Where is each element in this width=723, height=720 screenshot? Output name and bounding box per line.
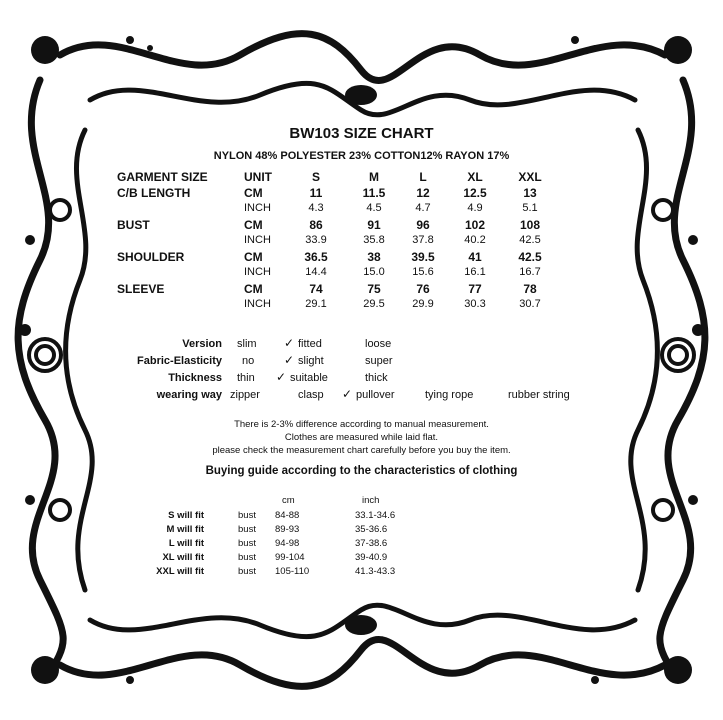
note-check-chart: please check the measurement chart carefully before you buy the item. — [212, 445, 511, 456]
cell-cm: 39.5 — [411, 250, 435, 264]
measurement-label: SLEEVE — [117, 282, 165, 296]
unit-inch: INCH — [244, 298, 271, 310]
header-size-m: M — [369, 170, 379, 184]
cell-cm: 77 — [468, 282, 482, 296]
guide-cm: 94-98 — [275, 538, 300, 549]
note-difference: There is 2-3% difference according to manual measurement. — [234, 419, 489, 430]
guide-cm: 89-93 — [275, 524, 300, 535]
cell-inch: 35.8 — [363, 234, 385, 246]
attribute-option: slight — [298, 355, 324, 367]
guide-cm: 84-88 — [275, 510, 300, 521]
guide-cm: 105-110 — [275, 566, 310, 577]
attribute-option: clasp — [298, 389, 324, 401]
cell-cm: 102 — [464, 218, 486, 232]
attribute-option: loose — [365, 338, 392, 350]
cell-inch: 29.9 — [412, 298, 434, 310]
check-icon: ✓ — [284, 336, 295, 350]
cell-cm: 11 — [309, 186, 323, 200]
attribute-option: slim — [237, 338, 257, 350]
check-icon: ✓ — [284, 353, 295, 367]
attribute-option: thick — [365, 372, 388, 384]
header-size-xl: XL — [467, 170, 483, 184]
cell-cm: 86 — [309, 218, 323, 232]
cell-inch: 15.0 — [363, 266, 385, 278]
attribute-option: fitted — [298, 338, 322, 350]
guide-part: bust — [238, 538, 256, 549]
header-size-s: S — [311, 170, 320, 184]
cell-inch: 14.4 — [305, 266, 327, 278]
attribute-label: Fabric-Elasticity — [137, 355, 222, 367]
attribute-option: super — [365, 355, 393, 367]
cell-cm: 74 — [309, 282, 323, 296]
cell-inch: 15.6 — [412, 266, 434, 278]
guide-header-cm: cm — [282, 495, 295, 506]
guide-part: bust — [238, 510, 256, 521]
cell-cm: 75 — [367, 282, 381, 296]
attribute-option: pullover — [356, 389, 395, 401]
guide-size: XL will fit — [162, 552, 204, 563]
cell-cm: 13 — [523, 186, 537, 200]
attribute-option: rubber string — [508, 389, 570, 401]
cell-inch: 4.9 — [467, 202, 483, 214]
guide-inch: 37-38.6 — [355, 538, 388, 549]
cell-inch: 42.5 — [519, 234, 541, 246]
fabric-composition: NYLON 48% POLYESTER 23% COTTON12% RAYON 17% — [213, 150, 510, 162]
cell-cm: 108 — [519, 218, 541, 232]
attribute-option: thin — [237, 372, 255, 384]
attribute-option: no — [242, 355, 255, 367]
cell-inch: 16.1 — [464, 266, 486, 278]
cell-cm: 38 — [367, 250, 381, 264]
unit-cm: CM — [244, 282, 263, 296]
unit-cm: CM — [244, 250, 263, 264]
measurement-label: C/B LENGTH — [117, 186, 191, 200]
attribute-label: Thickness — [168, 372, 222, 384]
measurement-label: SHOULDER — [117, 250, 185, 264]
guide-inch: 35-36.6 — [355, 524, 388, 535]
buying-guide-title: Buying guide according to the characteristics of clothing — [205, 465, 518, 477]
cell-cm: 96 — [416, 218, 430, 232]
check-icon: ✓ — [342, 387, 353, 401]
cell-inch: 4.7 — [415, 202, 431, 214]
guide-part: bust — [238, 524, 256, 535]
cell-inch: 40.2 — [464, 234, 486, 246]
guide-part: bust — [238, 552, 256, 563]
attribute-option: suitable — [290, 372, 328, 384]
cell-inch: 30.7 — [519, 298, 541, 310]
cell-inch: 16.7 — [519, 266, 541, 278]
unit-inch: INCH — [244, 234, 271, 246]
guide-size: L will fit — [168, 538, 204, 549]
measurement-label: BUST — [117, 218, 150, 232]
guide-size: S will fit — [168, 510, 204, 521]
unit-cm: CM — [244, 218, 263, 232]
chart-title: BW103 SIZE CHART — [289, 125, 434, 142]
guide-cm: 99-104 — [275, 552, 305, 563]
note-laid-flat: Clothes are measured while laid flat. — [284, 432, 439, 443]
cell-inch: 4.5 — [366, 202, 382, 214]
unit-inch: INCH — [244, 266, 271, 278]
unit-inch: INCH — [244, 202, 271, 214]
unit-cm: CM — [244, 186, 263, 200]
cell-inch: 4.3 — [308, 202, 324, 214]
cell-inch: 29.5 — [363, 298, 385, 310]
cell-cm: 76 — [416, 282, 430, 296]
guide-part: bust — [238, 566, 256, 577]
cell-cm: 12.5 — [463, 186, 487, 200]
guide-size: XXL will fit — [156, 566, 204, 577]
attribute-label: wearing way — [156, 389, 222, 401]
guide-inch: 41.3-43.3 — [355, 566, 396, 577]
header-size-l: L — [419, 170, 427, 184]
header-size-xxl: XXL — [518, 170, 542, 184]
cell-inch: 30.3 — [464, 298, 486, 310]
cell-cm: 78 — [523, 282, 537, 296]
cell-inch: 33.9 — [305, 234, 327, 246]
header-unit: UNIT — [244, 170, 272, 184]
guide-header-inch: inch — [362, 495, 380, 506]
cell-cm: 36.5 — [304, 250, 328, 264]
guide-size: M will fit — [166, 524, 204, 535]
cell-cm: 91 — [367, 218, 381, 232]
attribute-option: tying rope — [425, 389, 474, 401]
guide-inch: 33.1-34.6 — [355, 510, 396, 521]
attribute-label: Version — [182, 338, 222, 350]
attribute-option: zipper — [230, 389, 260, 401]
cell-inch: 5.1 — [522, 202, 538, 214]
guide-inch: 39-40.9 — [355, 552, 388, 563]
check-icon: ✓ — [276, 370, 287, 384]
cell-cm: 12 — [416, 186, 430, 200]
cell-cm: 41 — [468, 250, 482, 264]
cell-inch: 37.8 — [412, 234, 434, 246]
cell-inch: 29.1 — [305, 298, 327, 310]
cell-cm: 42.5 — [518, 250, 542, 264]
header-garment-size: GARMENT SIZE — [117, 170, 208, 184]
cell-cm: 11.5 — [362, 186, 386, 200]
